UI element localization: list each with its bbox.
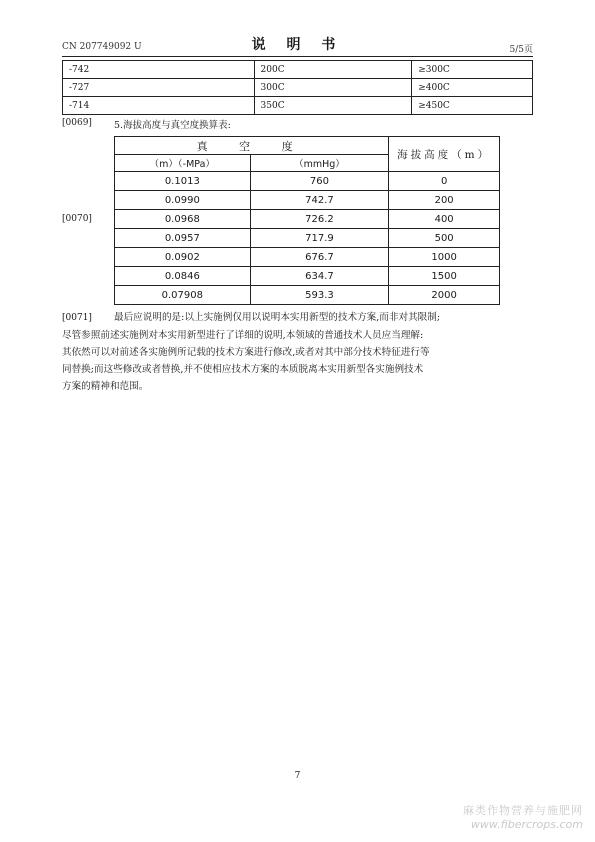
table-row (115, 210, 500, 229)
vacuum-column-header: 真 空 度 (115, 137, 389, 155)
paragraph-number: [0070] (62, 214, 92, 224)
table-row (63, 79, 533, 97)
paragraph-line: 尽管参照前述实施例对本实用新型进行了详细的说明,本领域的普通技术人员应当理解: (62, 330, 424, 341)
altitude-column-header: 海拔高度（m） (389, 137, 500, 172)
table-row (115, 267, 500, 286)
table-cell: 742.7 (250, 191, 389, 210)
site-watermark (463, 804, 583, 832)
table-cell: ≥450C (412, 97, 533, 115)
table-cell: -727 (63, 79, 255, 97)
paragraph-text: 5.海拔高度与真空度换算表: (114, 120, 231, 131)
table-row (115, 286, 500, 305)
page-indicator: 5/5页 (509, 45, 533, 55)
table-row (63, 97, 533, 115)
table-cell: 0.0846 (115, 267, 251, 286)
table-cell: 717.9 (250, 229, 389, 248)
table-cell: 0.0990 (115, 191, 251, 210)
table-row (115, 248, 500, 267)
table-cell: -742 (63, 61, 255, 79)
paragraph-text: 最后应说明的是:以上实施例仅用以说明本实用新型的技术方案,而非对其限制; (114, 312, 441, 323)
table-cell: 400 (389, 210, 500, 229)
unit-mmhg-header: （mmHg） (250, 155, 389, 172)
table-row (115, 229, 500, 248)
page-number: 7 (294, 771, 301, 781)
table-cell: 0.07908 (115, 286, 251, 305)
table-cell: ≥300C (412, 61, 533, 79)
table-cell: 2000 (389, 286, 500, 305)
table-cell: 200C (254, 61, 412, 79)
temperature-table (62, 60, 533, 115)
document-title: 说 明 书 (251, 37, 344, 53)
paragraph-line: 同替换;而这些修改或者替换,并不使相应技术方案的本质脱离本实用新型各实施例技术 (62, 364, 424, 375)
table-cell: ≥400C (412, 79, 533, 97)
watermark-url: www.fibercrops.com (470, 818, 583, 831)
vacuum-altitude-table (114, 136, 500, 305)
patent-number: CN 207749092 U (62, 42, 142, 52)
paragraph-line: 其依然可以对前述各实施例所记载的技术方案进行修改,或者对其中部分技术特征进行等 (62, 347, 430, 358)
table-cell: 760 (250, 172, 389, 191)
table-cell: 200 (389, 191, 500, 210)
unit-mpa-header: （m）（-MPa） (115, 155, 251, 172)
table-cell: 0.0957 (115, 229, 251, 248)
table-cell: -714 (63, 97, 255, 115)
table-cell: 0.0902 (115, 248, 251, 267)
paragraph-line (62, 309, 536, 327)
paragraph-line: 方案的精神和范围。 (62, 381, 149, 392)
paragraph-number: [0069] (62, 118, 92, 128)
table-cell: 0.0968 (115, 210, 251, 229)
table-cell: 0 (389, 172, 500, 191)
table-cell: 0.1013 (115, 172, 251, 191)
page-header (62, 34, 533, 57)
table-cell: 350C (254, 97, 412, 115)
paragraph-number: [0071] (62, 313, 92, 323)
table-cell: 500 (389, 229, 500, 248)
table-cell: 634.7 (250, 267, 389, 286)
table-cell: 593.3 (250, 286, 389, 305)
watermark-site-name: 麻类作物营养与施肥网 (463, 804, 583, 817)
table-cell: 726.2 (250, 210, 389, 229)
table-cell: 300C (254, 79, 412, 97)
closing-paragraph (62, 309, 536, 395)
table-row (63, 61, 533, 79)
table-row (115, 172, 500, 191)
table-header-row (115, 137, 500, 155)
table-cell: 1500 (389, 267, 500, 286)
table-cell: 1000 (389, 248, 500, 267)
table-row (115, 191, 500, 210)
table-cell: 676.7 (250, 248, 389, 267)
